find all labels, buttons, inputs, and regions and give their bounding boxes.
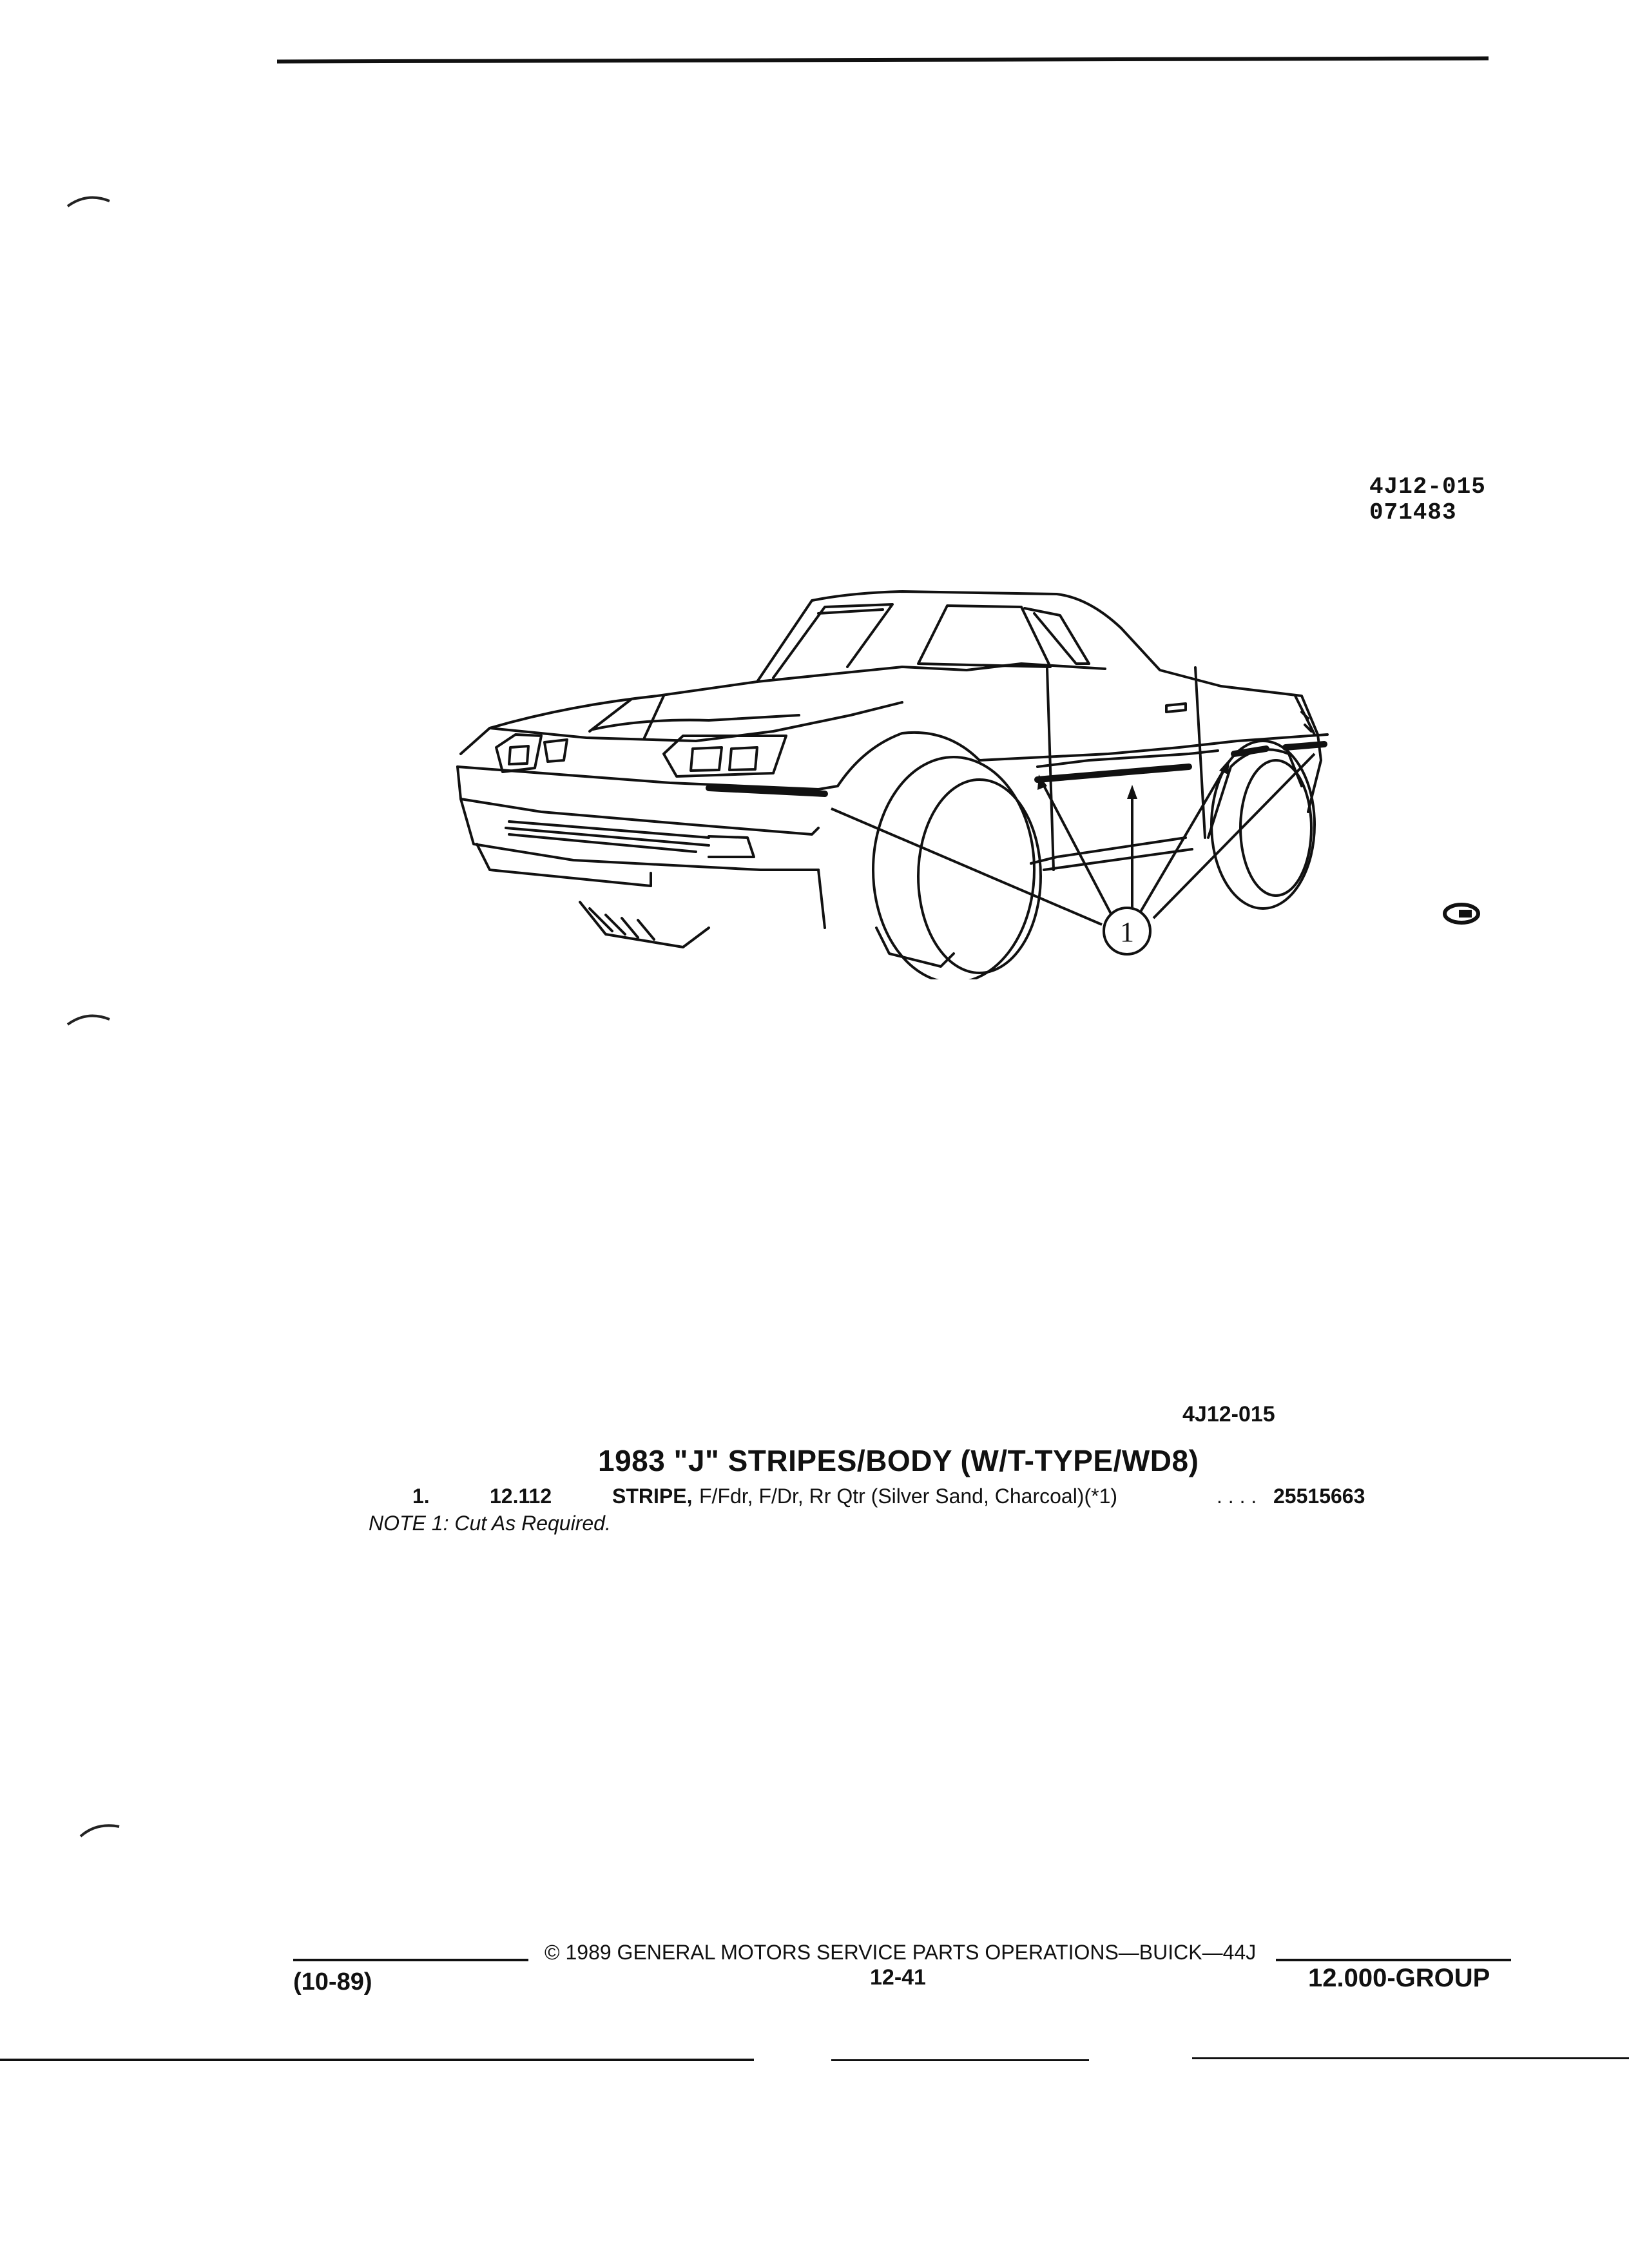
footer-rule-right — [1276, 1959, 1511, 1961]
footer-group: 12.000-GROUP — [1308, 1964, 1490, 1992]
bottom-rule-1 — [0, 2059, 754, 2061]
top-rule — [277, 57, 1489, 64]
binder-mark-bottom — [81, 1825, 119, 1836]
callout-number: 1 — [1120, 916, 1134, 948]
part-number: 25515663 — [1273, 1485, 1365, 1508]
part-description: F/Fdr, F/Dr, Rr Qtr (Silver Sand, Charcoal)(*1) — [699, 1485, 1118, 1508]
part-name: STRIPE, — [612, 1485, 693, 1508]
part-note: NOTE 1: Cut As Required. — [369, 1512, 611, 1535]
bottom-rule-2 — [831, 2059, 1089, 2061]
bottom-rule-3 — [1192, 2057, 1629, 2059]
caption-code: 4J12-015 — [1182, 1402, 1275, 1427]
footer-copyright: © 1989 GENERAL MOTORS SERVICE PARTS OPERATIONS—BUICK—44J — [545, 1941, 1257, 1964]
part-item-number: 1. — [412, 1485, 430, 1508]
part-leader: . . . . — [1217, 1485, 1257, 1508]
footer-rule-left — [293, 1959, 528, 1961]
car-illustration — [438, 567, 1366, 979]
corner-mark-icon — [1442, 902, 1481, 925]
binder-marks — [58, 187, 135, 1862]
footer-date-code: (10-89) — [293, 1968, 372, 1995]
drawing-date: 071483 — [1369, 499, 1457, 526]
section-title: 1983 "J" STRIPES/BODY (W/T-TYPE/WD8) — [598, 1444, 1199, 1477]
binder-mark-middle — [68, 1016, 110, 1024]
drawing-id: 4J12-015 — [1369, 474, 1486, 500]
footer-page-number: 12-41 — [870, 1965, 926, 1990]
part-group-number: 12.112 — [490, 1485, 552, 1508]
binder-mark-top — [68, 198, 110, 206]
